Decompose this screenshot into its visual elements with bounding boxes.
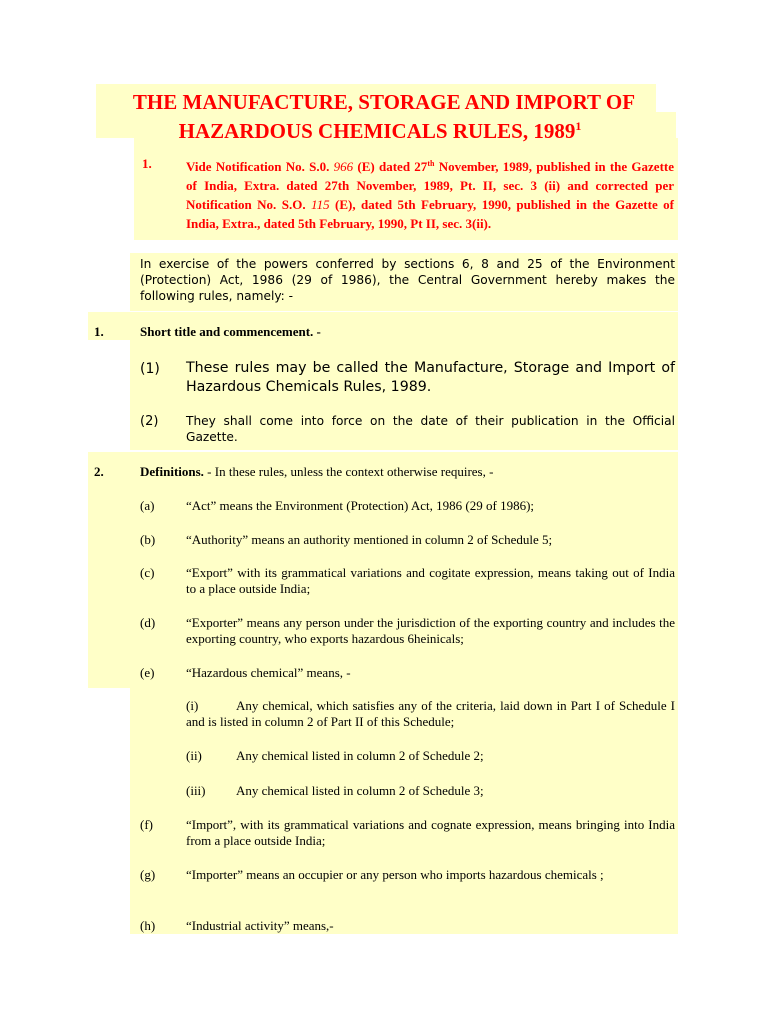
sub-definition-i-label: (i) (186, 698, 199, 713)
sub-definition-i-text: Any chemical, which satisfies any of the criteria, laid down in Part I of Schedule I and is listed in column 2 of Part II of this Schedule; (186, 698, 675, 729)
section2-title (140, 464, 493, 480)
section1-item2-label: (2) (140, 414, 159, 429)
definition-h-label: (h) (140, 918, 156, 933)
footnote-sup: th (427, 159, 435, 168)
section1-item1-label: (1) (140, 361, 160, 377)
section1-number: 1. (94, 324, 104, 339)
section2-number: 2. (94, 464, 104, 479)
footnote-part2: (E) dated 27 (353, 159, 428, 174)
document-title-text: HAZARDOUS CHEMICALS RULES, 1989 (178, 119, 576, 143)
footnote-part4: (E), dated 5th February, 1990, published in the Gazette of India, Extra., dated 5th February, 1990, Pt II, sec. 3(ii). (186, 197, 674, 231)
footnote-part1: Vide Notification No. S.0. (186, 159, 334, 174)
footnote-part3: November, 1989, published in the Gazette of India, Extra. dated 27th November, 1989, Pt. II, sec. 3 (ii) and corrected per Notification No. S.O. (186, 159, 674, 212)
section1-item2-text: They shall come into force on the date of their publication in the Official Gazette. (186, 414, 675, 444)
document-title-line2 (0, 114, 764, 143)
definition-a-label: (a) (140, 498, 155, 513)
definition-e-text: “Hazardous chemical” means, - (186, 665, 351, 680)
definition-a-text: “Act” means the Environment (Protection) Act, 1986 (29 of 1986); (186, 498, 535, 513)
definition-c-text: “Export” with its grammatical variations and cogitate expression, means taking out of India to a place outside India; (186, 565, 675, 596)
definition-b-label: (b) (140, 532, 156, 547)
footnote-text (186, 154, 674, 233)
sub-definition-ii-label: (ii) (186, 748, 202, 763)
definition-h-text: “Industrial activity” means,- (186, 918, 334, 933)
definition-g-text: “Importer” means an occupier or any person who imports hazardous chemicals ; (186, 867, 604, 882)
footnote-so2: 115 (311, 197, 330, 212)
definition-c-label: (c) (140, 565, 155, 580)
sub-definition-ii-text: Any chemical listed in column 2 of Schedule 2; (236, 748, 484, 763)
footnote-so1: 966 (333, 159, 354, 174)
definition-g-label: (g) (140, 867, 156, 882)
section1-title-text: Short title and commencement. - (140, 324, 321, 339)
definition-b-text: “Authority” means an authority mentioned in column 2 of Schedule 5; (186, 532, 553, 547)
definition-f-label: (f) (140, 817, 153, 832)
document-title-line1: THE MANUFACTURE, STORAGE AND IMPORT OF (132, 90, 636, 114)
section1-title (140, 324, 321, 340)
definition-f-text: “Import”, with its grammatical variations and cognate expression, means bringing into India from a place outside India; (186, 817, 675, 848)
preamble: In exercise of the powers conferred by sections 6, 8 and 25 of the Environment (Protection) Act, 1986 (29 of 1986), the Central Government hereby makes the following rules, namely: - (140, 257, 675, 303)
section1-item1-text: These rules may be called the Manufacture, Storage and Import of Hazardous Chemicals Rules, 1989. (186, 360, 675, 395)
sub-definition-iii-text: Any chemical listed in column 2 of Schedule 3; (236, 783, 484, 798)
definition-d-label: (d) (140, 615, 156, 630)
sub-definition-iii-label: (iii) (186, 783, 206, 798)
footnote-number: 1. (142, 156, 152, 171)
definition-d-text: “Exporter” means any person under the jurisdiction of the exporting country and includes the exporting country, who exports hazardous 6heinicals; (186, 615, 675, 646)
definition-e-label: (e) (140, 665, 155, 680)
section2-intro: - In these rules, unless the context otherwise requires, - (203, 464, 494, 479)
section2-title-text: Definitions. (140, 464, 204, 479)
title-footnote-marker: 1 (575, 119, 582, 133)
